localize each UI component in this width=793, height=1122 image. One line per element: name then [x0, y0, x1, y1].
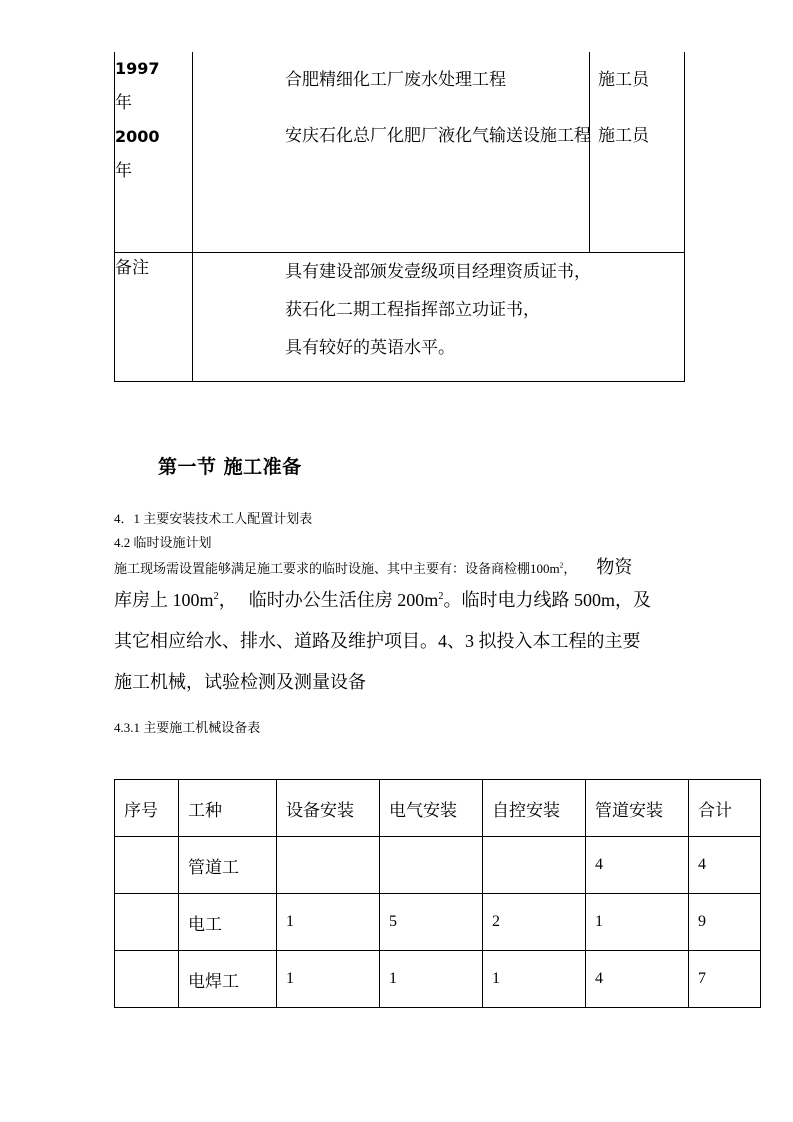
- remark-line-3: 具有较好的英语水平。: [285, 338, 455, 357]
- cell-electrical: [380, 837, 483, 894]
- paragraph-line-1: [114, 556, 694, 580]
- cell-equipment: [277, 837, 380, 894]
- experience-projects-cell: [193, 52, 590, 253]
- cell-piping: 4: [586, 951, 689, 1008]
- table-row: [115, 52, 685, 253]
- cell-total: 4: [689, 837, 761, 894]
- experience-roles-cell: [590, 52, 685, 253]
- table-row: [115, 951, 761, 1008]
- section-heading: 第一节 施工准备: [158, 456, 302, 478]
- remark-line-1: 具有建设部颁发壹级项目经理资质证书，: [285, 262, 591, 281]
- cell-automation: 2: [483, 894, 586, 951]
- paragraph-line-2-text-d: 。临时电力线路 500m，及: [443, 590, 651, 610]
- cell-electrical: 5: [380, 894, 483, 951]
- paragraph-line-2-text-b: ，: [218, 590, 237, 610]
- cell-serial-number: [115, 894, 179, 951]
- header-total: 合计: [689, 780, 761, 837]
- item-4-2-label: 4.2 临时设施计划: [114, 535, 212, 550]
- cell-worker-type: 管道工: [179, 837, 277, 894]
- year-value-1997: 1997: [115, 59, 160, 78]
- header-electrical-installation: 电气安装: [380, 780, 483, 837]
- project-name-1: 合肥精细化工厂废水处理工程: [285, 70, 506, 89]
- item-4-1-label: 4．1 主要安装技术工人配置计划表: [114, 511, 313, 526]
- cell-automation: 1: [483, 951, 586, 1008]
- superscript-square-1: 2: [559, 560, 564, 570]
- paragraph-line-2: [114, 580, 694, 621]
- cell-total: 9: [689, 894, 761, 951]
- body-paragraph: [114, 556, 694, 703]
- project-name-2: 安庆石化总厂化肥厂液化气输送设施工程: [285, 126, 591, 145]
- paragraph-line-3: 其它相应给水、排水、道路及维护项目。4、3 拟投入本工程的主要: [114, 631, 641, 651]
- project-role-1: 施工员: [598, 70, 649, 89]
- cell-worker-type: 电工: [179, 894, 277, 951]
- cell-total: 7: [689, 951, 761, 1008]
- table-row: [115, 253, 685, 382]
- cell-automation: [483, 837, 586, 894]
- cell-equipment: 1: [277, 894, 380, 951]
- header-equipment-installation: 设备安装: [277, 780, 380, 837]
- remark-line-2: 获石化二期工程指挥部立功证书，: [285, 300, 540, 319]
- header-worker-type: 工种: [179, 780, 277, 837]
- item-4-3-1-label: 4.3.1 主要施工机械设备表: [114, 720, 261, 735]
- header-automation-installation: 自控安装: [483, 780, 586, 837]
- cell-serial-number: [115, 837, 179, 894]
- remarks-body-cell: [193, 253, 685, 382]
- superscript-square-2: 2: [213, 591, 219, 602]
- paragraph-line-1-text-a: 施工现场需设置能够满足施工要求的临时设施、其中主要有：设备商检棚100m: [114, 561, 560, 576]
- paragraph-line-1-text-c: 物资: [596, 557, 633, 577]
- table-row: [115, 894, 761, 951]
- cell-piping: 4: [586, 837, 689, 894]
- year-unit-1: 年: [115, 93, 132, 112]
- paragraph-line-2-text-c: 临时办公生活住房 200m: [248, 590, 439, 610]
- paragraph-line-1-text-b: ，: [563, 561, 577, 576]
- cell-equipment: 1: [277, 951, 380, 1008]
- year-unit-2: 年: [115, 161, 132, 180]
- table-header-row: [115, 780, 761, 837]
- cell-piping: 1: [586, 894, 689, 951]
- year-value-2000: 2000: [115, 127, 160, 146]
- project-role-2: 施工员: [598, 126, 649, 145]
- header-piping-installation: 管道安装: [586, 780, 689, 837]
- project-experience-table: [114, 52, 685, 382]
- cell-electrical: 1: [380, 951, 483, 1008]
- remarks-label-cell: 备注: [115, 253, 193, 382]
- table-row: [115, 837, 761, 894]
- paragraph-line-2-text-a: 库房上 100m: [114, 590, 214, 610]
- experience-years-cell: [115, 52, 193, 253]
- cell-serial-number: [115, 951, 179, 1008]
- superscript-square-3: 2: [438, 591, 444, 602]
- cell-worker-type: 电焊工: [179, 951, 277, 1008]
- header-serial-number: 序号: [115, 780, 179, 837]
- construction-worker-allocation-table: [114, 779, 761, 1008]
- paragraph-line-4: 施工机械，试验检测及测量设备: [114, 672, 366, 692]
